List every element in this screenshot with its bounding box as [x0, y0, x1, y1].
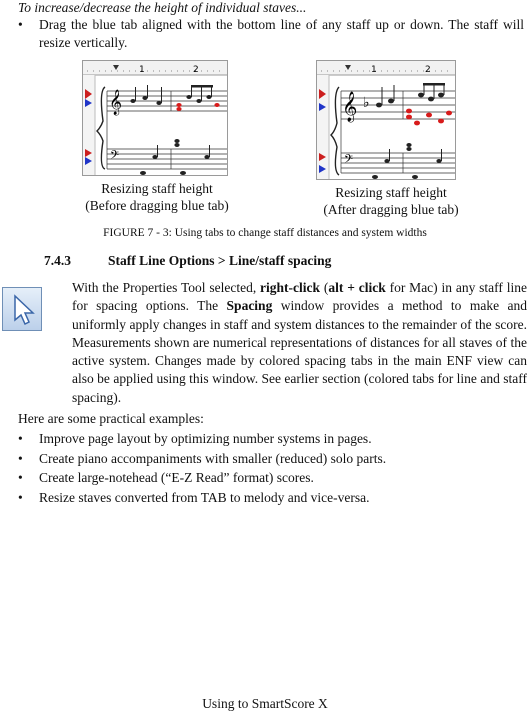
list-item-text: Create piano accompaniments with smaller (reduced) solo parts.	[39, 451, 387, 466]
bullet-symbol: •	[18, 490, 23, 505]
bullet-drag-text: Drag the blue tab aligned with the bottom line of any staff up or down. The staff will resize vertically.	[39, 17, 524, 50]
caption-after-line1: Resizing staff height	[335, 185, 447, 200]
section-number: 7.4.3	[44, 253, 71, 268]
bullet-symbol: •	[18, 17, 23, 32]
list-item	[18, 450, 524, 468]
list-item	[18, 430, 524, 448]
svg-text:𝄞: 𝄞	[109, 90, 123, 115]
intro-text: To increase/decrease the height of individual staves...	[18, 0, 307, 15]
ruler-number: 2	[425, 65, 431, 75]
list-item-text: Create large-notehead (“E-Z Read” format) scores.	[39, 470, 314, 485]
svg-text:𝄢: 𝄢	[344, 153, 354, 169]
svg-text:♭: ♭	[363, 95, 370, 111]
bullet-symbol: •	[18, 431, 23, 446]
bullet-drag	[18, 16, 524, 52]
svg-text:𝄞: 𝄞	[342, 92, 358, 122]
figure-after	[316, 60, 456, 180]
bullet-symbol: •	[18, 451, 23, 466]
figure-before	[82, 60, 228, 176]
right-click-text: right-click	[260, 280, 321, 295]
bullet-symbol: •	[18, 470, 23, 485]
caption-before	[62, 180, 252, 214]
figure-caption: FIGURE 7 - 3: Using tabs to change staff distances and system widths	[103, 227, 427, 239]
score-image-before	[83, 61, 227, 175]
alt-click-text: alt + click	[328, 280, 386, 295]
caption-before-line1: Resizing staff height	[101, 181, 213, 196]
score-image-after	[317, 61, 455, 179]
list-item	[18, 469, 524, 487]
section-paragraph: With the Properties Tool selected, right-click (alt + click for Mac) in any staff line for spacing options. The Spacing window provides a method to make and uniformly apply changes in staff and system distances to the remainder of the score. Measurements shown are numerical representations of distances for all staves of the active system. Changes made by colored spacing tabs in the main ENF view can also be applied using this window. See earlier section (colored tabs for line and staff spacing).	[72, 280, 528, 405]
arrow-pointer-icon	[2, 287, 42, 331]
page-footer: Using to SmartScore X	[202, 696, 328, 711]
examples-intro: Here are some practical examples:	[18, 411, 204, 426]
spacing-text: Spacing	[226, 298, 273, 314]
list-item-text: Resize staves converted from TAB to melody and vice-versa.	[39, 490, 370, 505]
caption-after	[300, 184, 482, 218]
ruler-number: 1	[371, 65, 377, 75]
caption-before-line2: (Before dragging blue tab)	[85, 198, 229, 213]
ruler-number: 1	[139, 65, 145, 75]
caption-after-line2: (After dragging blue tab)	[323, 202, 459, 217]
list-item-text: Improve page layout by optimizing number systems in pages.	[39, 431, 372, 446]
svg-text:𝄢: 𝄢	[110, 149, 120, 165]
section-title: Staff Line Options > Line/staff spacing	[108, 253, 332, 268]
list-item	[18, 489, 524, 507]
ruler-number: 2	[193, 65, 199, 75]
